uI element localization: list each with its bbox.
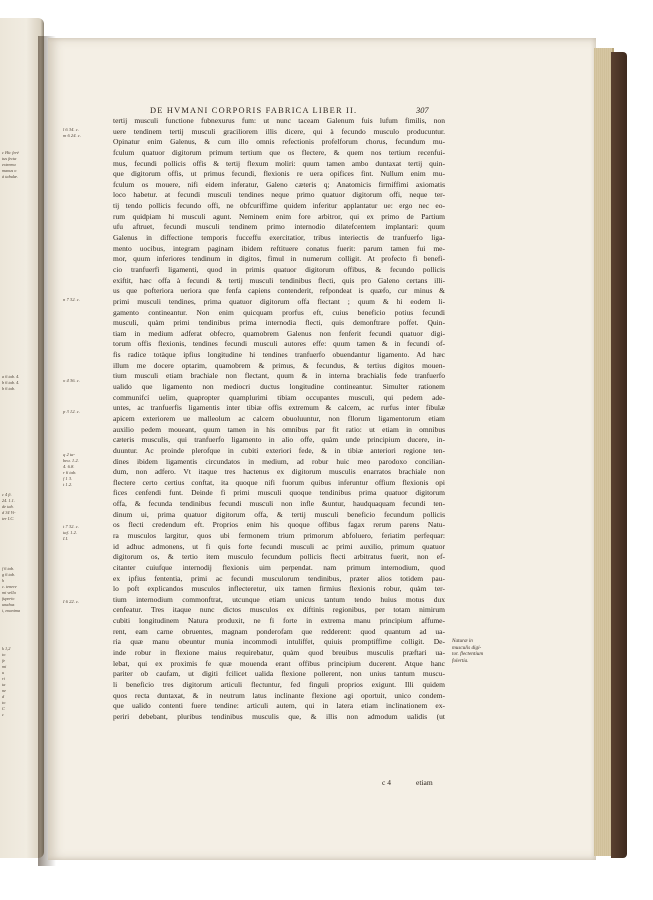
text-line: que digitorum offis, ut primus fecundi, flexionis re uera opifices fint. Nullum enim mu-: [113, 169, 445, 179]
text-line: illum me docere optarim, quamobrem & primus, & fecundus, & tertius digitos mouen-: [113, 360, 445, 370]
text-line: mento uocibus, integram paginam ibidem reftituere conatus fuerit: parum tamen fui me-: [113, 243, 445, 253]
left-page-fragment: k 1,2 to fe mi u ri ta ne d to C c: [2, 646, 11, 717]
text-line: cubiti longitudinem Natura produxit, ne fi forte in extrema manu principium affume-: [113, 616, 445, 626]
text-line: offa, & fecunda tendinibus fecundi musculi non infle &untur, haudquaquam fecundi ten-: [113, 499, 445, 509]
text-line: cenfeatur. Tres itaque nunc dictos musculos ex diftinis regionibus, per totam nimirum: [113, 605, 445, 615]
text-line: inde robur in flexione maius requirebatur, quàm quod breuibus musculis præftari ua-: [113, 648, 445, 658]
margin-note: n 7 32. c.: [63, 297, 80, 302]
text-line: apicem exteriorem ue malleolum ac calcem obuoluuntur, non fllorum ligamentorum etiam: [113, 413, 445, 423]
page-number: 307: [416, 106, 429, 115]
text-line: auxilio pedem moueant, quum tamen in his omnibus par fit ratio: ut etiam in omnibus: [113, 424, 445, 434]
margin-note: o 4 36. c.: [63, 378, 80, 383]
catchword: etiam: [416, 778, 433, 787]
book-cover-edge: [611, 52, 627, 858]
text-line: dines ibidem ligamentis circundatos in medium, ad robur huic meo parodoxo concilian-: [113, 456, 445, 466]
text-line: lebat, qui ex proximis fe quæ mouenda erant offibus principium ducerent. Atque hanc: [113, 658, 445, 668]
running-head-title: DE HVMANI CORPORIS FABRICA LIBER II.: [150, 106, 358, 115]
text-line: pariter ob caufam, ut digiti fcilicet ualida flexione pollerent, non unius tantum muscu-: [113, 669, 445, 679]
left-page-fragment: c 4 fi. 24. 1.1. de tab. d 34 Vi- ter I.C.: [2, 492, 16, 521]
body-text-column: [113, 116, 445, 723]
text-line: fis radice totàque ipfius longitudine hi tendines tranfuerfo obuendantur ligamento. Ad hæc: [113, 350, 445, 360]
text-line: periri debebant, pluribus tendinibus musculis que, & illis non admodum ualidis (ut: [113, 711, 445, 721]
text-line: tij tendo pollicis fecundo offi, ne obfcuriffime quidem inferitur applantatur ue: ergo nec eo-: [113, 201, 445, 211]
margin-note: I 6 22. c.: [63, 599, 80, 604]
text-line: cio tranfuerfi ligamenti, quod in primis quatuor digitorum offibus, & fecundo pollicis: [113, 264, 445, 274]
right-margin-note: Naturæ in musculis digi- tor. flectentium folertia.: [452, 638, 484, 664]
text-line: tiam in medium adferat obfecro, quamobrem Galenus non fenferit fecundi quatuor digi-: [113, 328, 445, 338]
text-line: fculum os mouere, nifi eidem inferatur, Galeno cæteris q; Anatomicis firmiffimi axiomatis: [113, 179, 445, 189]
text-line: ria quæ manu obeuntur munia incommodi intuliffet, quiuis promptiffime colligit. De-: [113, 637, 445, 647]
text-line: ufu aftruet, fecundi musculi tendinem primo internodio dilatefcentem implantari: quum: [113, 222, 445, 232]
text-line: ex ipfius fententia, primi ac fecundi musculorum tendinibus, præter alios totidem pau-: [113, 573, 445, 583]
left-page-fragment: c Hic ferè tus fecta extremu manus o à tabulæ.: [2, 150, 19, 179]
text-line: tium musculi etiam brachiale non flectant, quum & in interna brachialis fede tranfuerfo: [113, 371, 445, 381]
text-line: mus, fecundi pollicis offis & tertij flexum moliri: quum tamen ambo duntaxat tertij quin-: [113, 158, 445, 168]
text-line: tium internodium commonftrat, utcunque etiam unicus tantum tendo huius motus dux: [113, 594, 445, 604]
text-line: que ualido contenti fuere tendine: articuli autem, qui in latera etiam inclinationem ex-: [113, 701, 445, 711]
text-line: primi musculi tendines, prima quatuor digitorum offa flectant ; quum & hi eodem li-: [113, 296, 445, 306]
signature-mark: c 4: [382, 778, 391, 787]
margin-note: t 7 32. c. taf. 1.2. I.I.: [63, 524, 79, 541]
text-line: untes, ac tranfuerfis ligamentis inter tibiæ offis extremum & calcem, ac rurfus inter fibulæ: [113, 403, 445, 413]
text-line: ualido que ligamento non mediocri ductus longitudine contineantur. Simulter rationem: [113, 382, 445, 392]
text-line: rum quidpiam hi musculi agunt. Neminem enim fore arbitror, qui ex primo de Partium: [113, 211, 445, 221]
text-line: fices cenfendi funt. Deinde fi primi musculi quoque tendinibus prima quatuor digitorum: [113, 488, 445, 498]
text-line: cæteris musculis, qui tranfuerfo ligamento in alio offe, quàm unde principium ducere, in-: [113, 435, 445, 445]
text-line: uere tendinem tertij musculi graciliorem illis dicere, qui à fecundo musculo producuntur.: [113, 126, 445, 136]
text-line: flectere certo certius conftat, ita quoque nifi fuorum quibus inferuntur offium flexionis opi: [113, 477, 445, 487]
text-line: digitorum os, & tertio item musculo fecundum pollicis flecti arbitratus fuerit, non ef-: [113, 552, 445, 562]
text-line: dum, non adfero. Vt itaque tres hactenus ex digitorum musculis enarratos brachiale non: [113, 467, 445, 477]
left-page-fragment: a 6 tab. 4. b 6 tab. 4. b 6 tab.: [2, 374, 20, 391]
text-line: loco habetur. at fecundi musculi tendines neque primo quatuor digitorum offi, neque ter-: [113, 190, 445, 200]
text-line: mor, quum inferiores tendinum in digitos, fimul in numerum colligit. At profecto fi benefi-: [113, 254, 445, 264]
text-line: quos recta duntaxat, & in neutrum latus inclinante flexione agi oportuit, unico condem-: [113, 690, 445, 700]
text-line: exiftit, hæc offa à fecundi & tertij musculi tendinibus flecti, quis pro Galeno certans illi-: [113, 275, 445, 285]
text-line: id adhuc admonens, ut fi quis forte fecundi musculi ac primi auxilio, primum quatuor: [113, 541, 445, 551]
margin-note: p 3 12. c.: [63, 409, 80, 414]
text-line: communifcí uelim, quapropter quamplurimi tibiam occupantes musculi, qui pedem ade-: [113, 392, 445, 402]
text-line: li beneficio tres digitorum articuli flectuntur, fed finguli proprios exigunt. Illi quidem: [113, 679, 445, 689]
text-line: duuntur. Ac proinde plerofque in cubiti exteriori fede, & in tibiæ anteriori regione ten-: [113, 445, 445, 455]
text-line: torum offis flexionis, tendines fecundi musculi autores effe: quum tamen & in fecundi of-: [113, 339, 445, 349]
margin-note: l 6 34. c. m 6 24. c.: [63, 127, 81, 138]
left-page-fragment: f 6 tab. g 6 tab. h c. tenere mi vella fuperio unabus i, enanima: [2, 566, 21, 613]
text-line: gamento contineantur. Non enim quicquam prorfus eft, cuius beneficio potius fecundi: [113, 307, 445, 317]
text-line: os flecti credendum eft. Proprios enim his quoque offibus fagax rerum parens Natu-: [113, 520, 445, 530]
text-line: tertij musculi functione fubnexurus fum: ut nunc taceam Galenum fuis lufum fimilis, non: [113, 116, 445, 125]
text-line: ra musculos largitur, quos ubi fermonem trium primorum abfoluero, feriatim perfequar:: [113, 530, 445, 540]
text-line: lo poft explicandos musculos inflecteretur, uix tamen firmius flexionis robur, quàm ter-: [113, 584, 445, 594]
text-line: Opinatur enim Galenus, & cum illo omnis refectionis profelforum chorus, fecundum mu-: [113, 137, 445, 147]
text-line: rent, eam carne obruentes, magnam ponderofam que redderent: quod quantum ad ua-: [113, 626, 445, 636]
text-line: us que pofteriora ueriora que fenfa capiens contenderit, refpondeat is quæfo, cur minus &: [113, 286, 445, 296]
text-line: musculi, quàm primi tendinibus prima internodia flecti, quis demonftrare poffet. Quin-: [113, 318, 445, 328]
margin-note: q 2 ta- beu. 1.2. 4. 6.8. r 6 tab. f 1 3. t 1.2.: [63, 452, 79, 487]
text-line: citanter cuiufque internodij flexionis uim perpendat. nam primum internodium, quod: [113, 562, 445, 572]
text-line: fculum quatuor digitorum primum tertium que os flectere, & quem nos tertium recenfui-: [113, 147, 445, 157]
text-line: dinum ui, prima quatuor digitorum offa, & tertij musculi beneficio fecundum pollicis: [113, 509, 445, 519]
text-line: Galenus in diffectione temporis fucceffu exercitatior, tribus interiectis de tranfuerfo liga-: [113, 233, 445, 243]
